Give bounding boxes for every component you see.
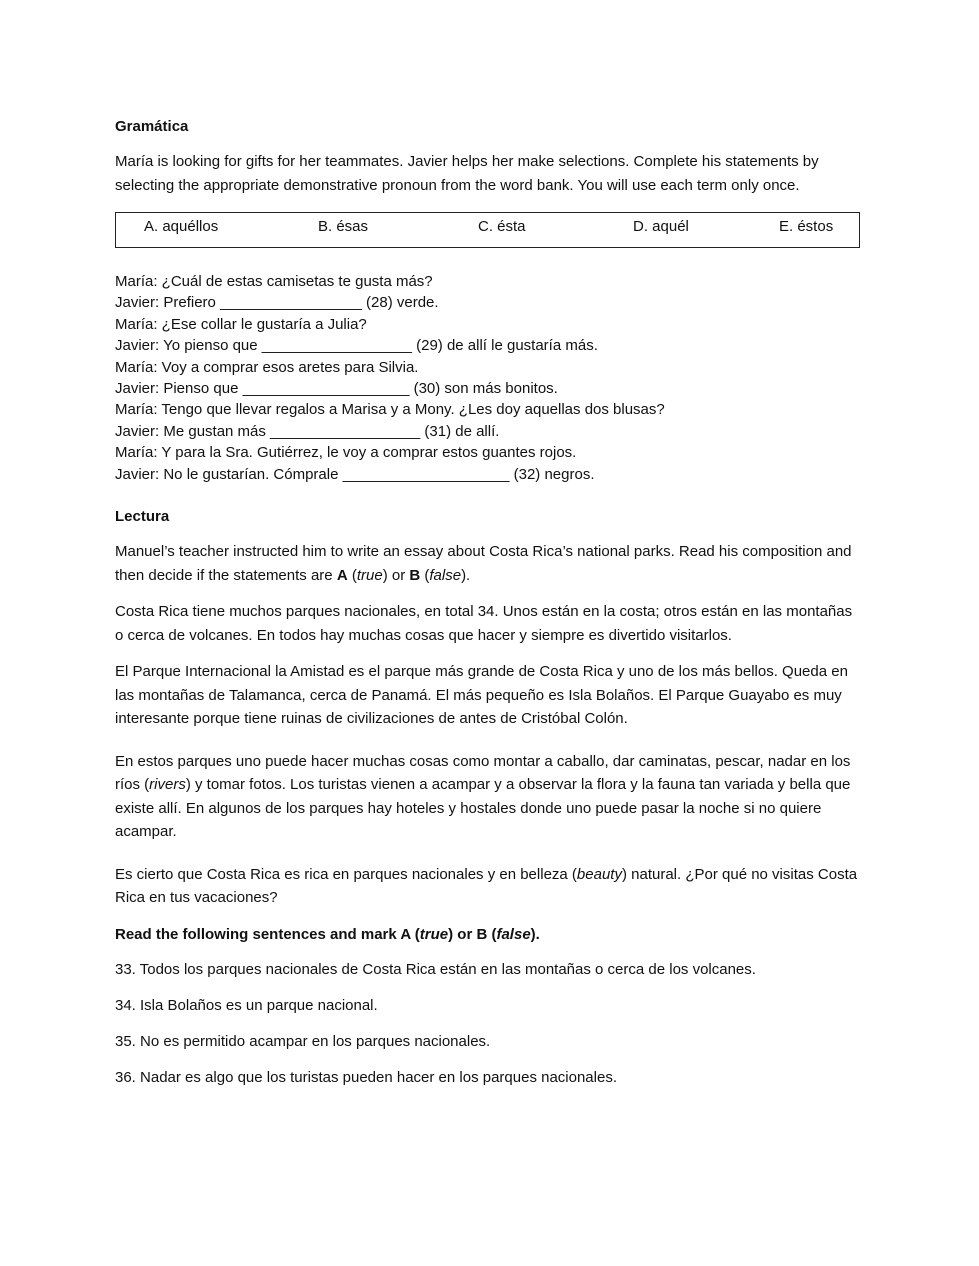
- gramatica-heading: Gramática: [115, 118, 189, 135]
- question-item: 36. Nadar es algo que los turistas pueden hacer en los parques nacionales.: [115, 1069, 617, 1087]
- dialogue-line: Javier: Yo pienso que __________________ (29) de allí le gustaría más.: [115, 337, 598, 355]
- dialogue-line: María: ¿Cuál de estas camisetas te gusta más?: [115, 273, 433, 290]
- word-bank-item: B. ésas: [318, 218, 369, 235]
- word-bank-item: C. ésta: [478, 218, 526, 235]
- essay-paragraph-2: El Parque Internacional la Amistad es el parque más grande de Costa Rica y uno de los más bellos. Queda en las montañas de Talamanca, cerca de Panamá. El más pequeño es Isla Bolaños. El Parque Guayabo es muy interesante porque tiene ruinas de civilizaciones de antes de Cristóbal Colón.: [115, 663, 848, 728]
- gramatica-instructions: María is looking for gifts for her teammates. Javier helps her make selections. Complete his statements by selecting the appropriate demonstrative pronoun from the word bank. You will use each term only once.: [115, 153, 819, 194]
- dialogue-line: María: Tengo que llevar regalos a Marisa y a Mony. ¿Les doy aquellas dos blusas?: [115, 401, 665, 419]
- lectura-intro: Manuel’s teacher instructed him to write an essay about Costa Rica’s national parks. Read his composition and then decide if the statements are A (true) or B (false).: [115, 543, 852, 584]
- dialogue-line: María: Y para la Sra. Gutiérrez, le voy a comprar estos guantes rojos.: [115, 444, 577, 462]
- dialogue-line: Javier: Prefiero _________________ (28) verde.: [115, 294, 439, 312]
- dialogue-line: María: Voy a comprar esos aretes para Silvia.: [115, 358, 419, 376]
- essay-paragraph-4: Es cierto que Costa Rica es rica en parques nacionales y en belleza (beauty) natural. ¿Por qué no visitas Costa Rica en tus vacaciones?: [115, 865, 858, 907]
- question-item: 33. Todos los parques nacionales de Costa Rica están en las montañas o cerca de los volcanes.: [115, 961, 756, 979]
- lectura-heading: Lectura: [115, 508, 170, 526]
- word-bank-item: E. éstos: [779, 218, 834, 235]
- essay-paragraph-3: En estos parques uno puede hacer muchas cosas como montar a caballo, dar caminatas, pescar, nadar en los ríos (rivers) y tomar fotos. Los turistas vienen a acampar y a observar la flora y la fauna tan variada y bella que existe allí. En algunos de los parques hay hoteles y hostales donde uno puede pasar la noche si no quiere acampar.: [115, 752, 851, 841]
- dialogue-line: Javier: Me gustan más __________________ (31) de allí.: [115, 422, 500, 440]
- word-bank: [115, 212, 860, 248]
- dialogue-line: María: ¿Ese collar le gustaría a Julia?: [115, 315, 367, 333]
- essay-paragraph-1: Costa Rica tiene muchos parques nacionales, en total 34. Unos están en la costa; otros están en las montañas o cerca de volcanes. En todos hay muchas cosas que hacer y siempre es divertido visitarlos.: [115, 603, 853, 644]
- dialogue-line: Javier: Pienso que ____________________ (30) son más bonitos.: [115, 380, 558, 398]
- question-item: 35. No es permitido acampar en los parques nacionales.: [115, 1033, 491, 1051]
- dialogue: [115, 271, 860, 485]
- word-bank-item: D. aquél: [633, 218, 689, 235]
- word-bank-item: A. aquéllos: [144, 218, 219, 235]
- document-content: [115, 116, 860, 1089]
- dialogue-line: Javier: No le gustarían. Cómprale ____________________ (32) negros.: [115, 465, 595, 483]
- question-item: 34. Isla Bolaños es un parque nacional.: [115, 997, 378, 1015]
- task-instructions: Read the following sentences and mark A (true) or B (false).: [115, 925, 540, 943]
